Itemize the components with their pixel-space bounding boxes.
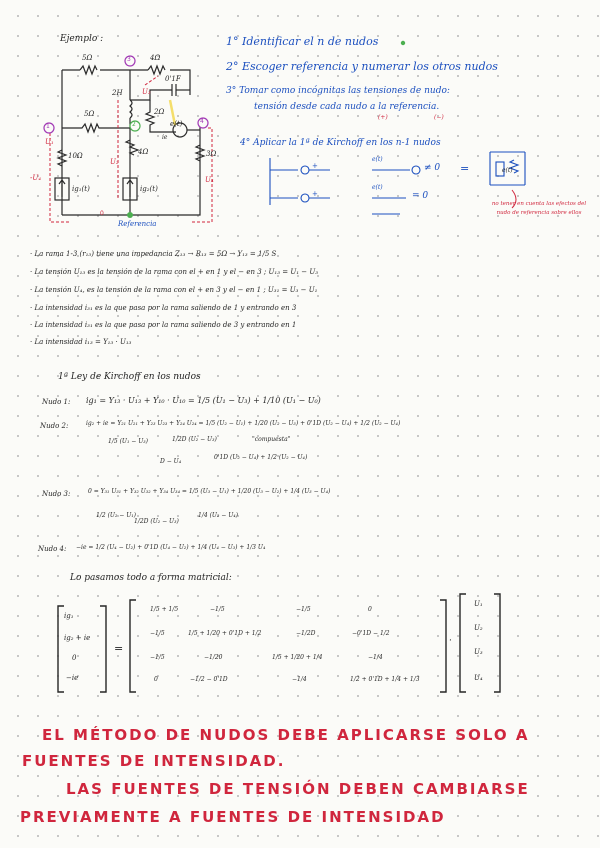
- conclusion-line-2: FUENTES DE INTENSIDAD.: [22, 752, 286, 770]
- nudo-2-sub-4: 0'1D (U₂ − U₄) + 1/2 (U₂ − U₄): [214, 454, 308, 461]
- matrix-cell-4-3: −1/4: [292, 676, 307, 683]
- matrix-lhs-1: ig₁: [64, 612, 74, 620]
- nudo-1-label: Nudo 1:: [42, 398, 71, 406]
- step4-plus-2: +: [312, 190, 318, 198]
- label-inductor: 2H: [112, 89, 123, 97]
- step-3-minus: (−): [434, 114, 444, 121]
- step4-et-2: e(t): [372, 184, 383, 191]
- matrix-cell-2-2: 1/5 + 1/20 + 0'1D + 1/2: [188, 630, 262, 637]
- step-1: 1° Identificar el n de nudos: [226, 35, 379, 48]
- step4-plus-1: +: [312, 162, 318, 170]
- voltage-left-label: -U₄: [30, 174, 42, 182]
- step4-note: no tener en cuenta las efectos del nudo de referencia sobre ellos: [491, 201, 587, 216]
- matrix-cell-3-1: −1/5: [150, 654, 165, 661]
- voltage-u3-label: U₃: [142, 88, 151, 96]
- voltage-u1-label: U₁: [45, 138, 54, 146]
- label-r-top-left: 5Ω: [82, 54, 93, 62]
- voltage-mid-label: U₂: [110, 158, 119, 166]
- matrix-cell-1-3: −1/5: [296, 606, 311, 613]
- conclusion-line-1: EL MÉTODO DE NUDOS DEBE APLICARSE SOLO A: [42, 726, 530, 744]
- matrix-cell-3-3: 1/5 + 1/20 + 1/4: [272, 654, 323, 661]
- matrix-var-3: U₃: [474, 648, 483, 656]
- label-r-mid-down: 4Ω: [138, 148, 149, 156]
- matrix-cell-2-4: −0'1D − 1/2: [352, 630, 390, 637]
- ref-node-label: 0: [100, 210, 104, 217]
- matrix-var-2: U₂: [474, 624, 483, 632]
- nudo-3-sub-3: 1/4 (U₂ − U₄): [198, 512, 239, 519]
- matrix-equals: =: [114, 642, 124, 655]
- matrix-lhs-2: ig₂ + ie: [64, 634, 91, 642]
- step4-et-1: e(t): [372, 156, 383, 163]
- step4-eq-sign: =: [460, 162, 470, 175]
- matrix-cell-2-1: −1/5: [150, 630, 165, 637]
- label-r-right: 3Ω: [206, 150, 217, 158]
- nudo-2-sub-3: D − U₄: [160, 458, 182, 465]
- matrix-cell-1-1: 1/5 + 1/5: [150, 606, 179, 613]
- matrix-cell-3-2: −1/20: [204, 654, 223, 661]
- node-1-label: 1: [46, 123, 50, 130]
- matrix-cell-1-2: −1/5: [210, 606, 225, 613]
- label-src-volt: e(t): [170, 120, 183, 128]
- step4-eq-1: ≠ 0: [424, 163, 441, 173]
- node-4-label: 4: [200, 118, 204, 125]
- step4-box-et: e(t): [502, 167, 513, 174]
- step-3b: tensión desde cada nudo a la referencia.: [254, 102, 440, 112]
- matrix-cell-2-3: −1/2D: [296, 630, 316, 637]
- nudo-3-label: Nudo 3:: [42, 490, 71, 498]
- label-src-left: ig₁(t): [72, 185, 90, 193]
- note-6: · La intensidad i₁₃ = Y₁₃ · U₁₃: [30, 338, 132, 346]
- nudo-3-sub-2: 1/2D (U₂ − U₃): [134, 518, 179, 525]
- matrix-lhs-4: −ie: [66, 674, 79, 682]
- matrix-cell-4-1: 0: [154, 676, 158, 683]
- label-r-mid: 5Ω: [84, 110, 95, 118]
- label-r-small: 2Ω: [154, 108, 165, 116]
- conclusion-line-3: LAS FUENTES DE TENSIÓN DEBEN CAMBIARSE: [66, 780, 530, 798]
- reference-label: Referencia: [118, 220, 157, 228]
- label-r-left: 10Ω: [68, 152, 83, 160]
- nudo-3-equation: 0 = Y₃₁ U₃₁ + Y₃₂ U₃₂ + Y₃₄ U₃₄ = 1/5 (U₃ − U₁) + 1/20 (U₃ − U₂) + 1/4 (U₃ − U₄): [88, 488, 331, 495]
- step-3a: 3° Tomar como incógnitas las tensiones de nudo:: [226, 86, 450, 96]
- example-title: Ejemplo :: [60, 34, 104, 44]
- node-3-label: 3: [127, 56, 131, 63]
- nudo-2-equation: ig₂ + ie = Y₂₁ U₂₁ + Y₂₃ U₂₃ + Y₂₄ U₂₄ = 1/5 (U₂ − U₁) + 1/20 (U₂ − U₃) + 0'1D (U₂ − U₄) + 1/2 (U₂ − U₄): [86, 420, 401, 427]
- ie-label: ie: [162, 134, 168, 141]
- note-5: · La intensidad i₃₁ es la que pasa por la rama saliendo de 3 y entrando en 1: [30, 321, 297, 329]
- note-1: · La rama 1-3 (r₁₃) tiene una impedancia Z₁₃ → R₁₃ = 5Ω → Y₁₃ = 1/5 S: [30, 250, 277, 258]
- conclusion-line-4: PREVIAMENTE A FUENTES DE INTENSIDAD: [20, 808, 446, 826]
- matrix-cell-4-4: 1/2 + 0'1D + 1/4 + 1/3: [350, 676, 420, 683]
- matrix-cell-1-4: 0: [368, 606, 372, 613]
- kirchhoff-heading: 1ª Ley de Kirchoff en los nudos: [58, 372, 201, 382]
- nudo-4-equation: −ie = 1/2 (U₄ − U₂) + 0'1D (U₄ − U₂) + 1/4 (U₄ − U₃) + 1/3 U₄: [76, 544, 266, 551]
- matrix-var-4: U₄: [474, 674, 483, 682]
- matrix-intro: Lo pasamos todo a forma matricial:: [70, 573, 232, 583]
- matrix-cell-4-2: −1/2 − 0'1D: [190, 676, 228, 683]
- step-4: 4° Aplicar la 1ª de Kirchoff en los n-1 nudos: [240, 138, 441, 148]
- nudo-1-equation: ig₁ = Y₁₃ · U₁₃ + Y₁₀ · U₁₀ = 1/5 (U₁ − U₃) + 1/10 (U₁ − U₀): [86, 396, 321, 405]
- matrix-cell-3-4: −1/4: [368, 654, 383, 661]
- label-r-top-right: 4Ω: [150, 54, 161, 62]
- nudo-3-sub-1: 1/2 (U₂ − U₁): [96, 512, 137, 519]
- label-src-mid: ig₂(t): [140, 185, 158, 193]
- label-capacitor: 0'1F: [165, 75, 181, 83]
- node-2-label: 2: [132, 121, 136, 128]
- note-2: · La tensión U₁₃ es la tensión de la rama con el + en 1 y el − en 3 ; U₁₃ = U₁ − U₃: [30, 268, 319, 276]
- nudo-2-compuesta: "compuesta": [252, 436, 291, 443]
- step-2: 2° Escoger referencia y numerar los otros nudos: [226, 60, 498, 73]
- step-3-plus: (+): [378, 114, 388, 121]
- nudo-4-label: Nudo 4:: [38, 545, 67, 553]
- note-4: · La intensidad i₃₁ es la que pasa por la rama saliendo de 1 y entrando en 3: [30, 304, 297, 312]
- voltage-right-label: U₄: [205, 176, 214, 184]
- nudo-2-sub-2: 1/2D (U₂ − U₃): [172, 436, 217, 443]
- step4-eq-2: = 0: [412, 191, 429, 201]
- nudo-2-sub-1: 1/5 (U₁ − U₃): [108, 438, 149, 445]
- matrix-var-1: U₁: [474, 600, 483, 608]
- matrix-times: ·: [449, 636, 452, 646]
- matrix-lhs-3: 0: [72, 654, 77, 662]
- nudo-2-label: Nudo 2:: [40, 422, 69, 430]
- note-3: · La tensión U₄, es la tensión de la rama con el + en 3 y el − en 1 ; U₃₁ = U₃ − U₁: [30, 286, 318, 294]
